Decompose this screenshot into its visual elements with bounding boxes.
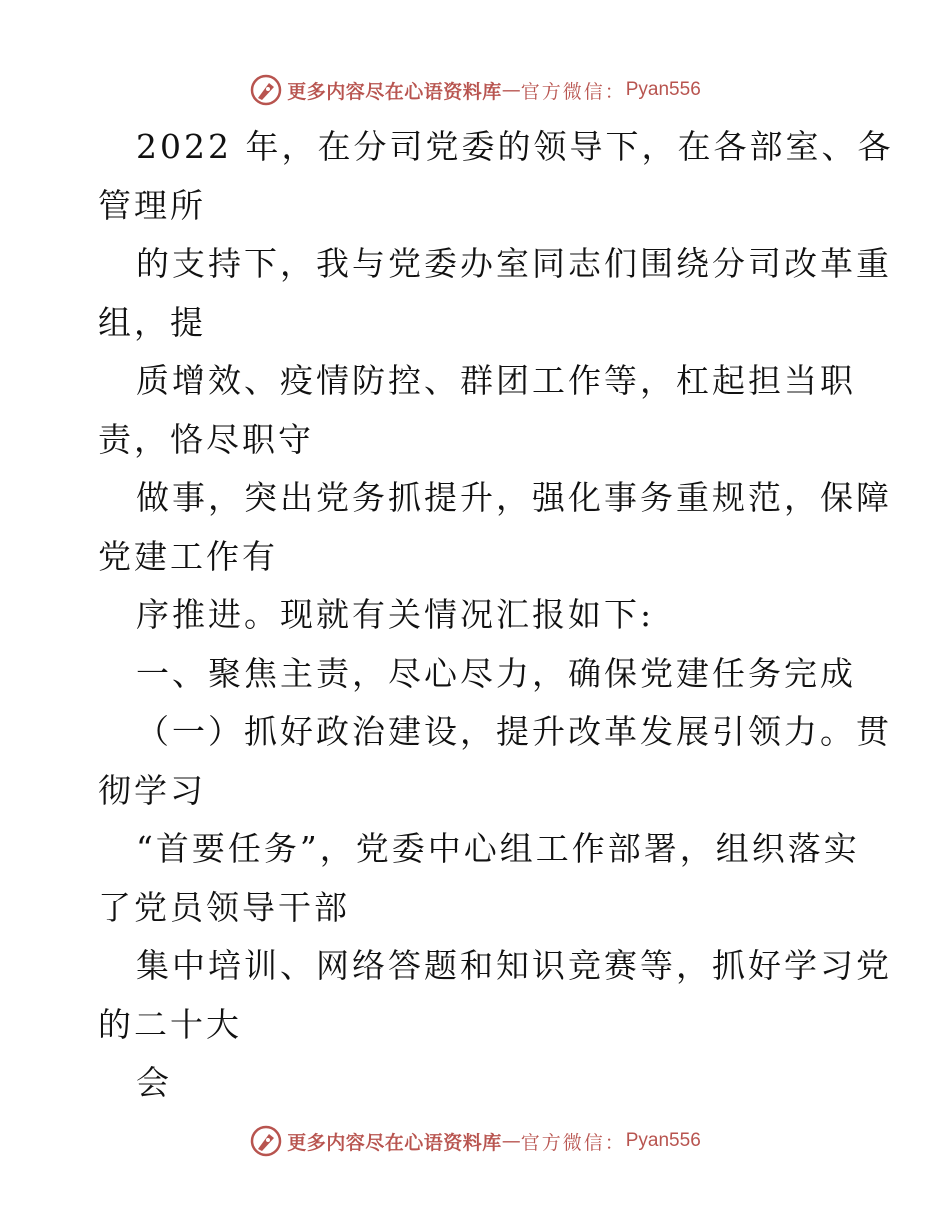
text-line: 管理所	[98, 185, 206, 225]
text-line: 的支持下，我与党委办室同志们围绕分司改革重	[136, 244, 892, 283]
text-line: 质增效、疫情防控、群团工作等，杠起担当职	[136, 361, 856, 400]
text-line: 党建工作有	[98, 536, 278, 576]
section-heading: 一、聚焦主责，尽心尽力，确保党建任务完成	[136, 653, 856, 693]
banner-dash: —	[501, 79, 521, 101]
text-line: 彻学习	[98, 770, 206, 810]
text-line: 的二十大	[98, 1004, 242, 1044]
text-line: “首要任务”，党委中心组工作部署，组织落实	[136, 829, 860, 868]
pen-nib-circle-icon	[249, 1124, 283, 1158]
text-line: 会	[136, 1063, 172, 1102]
text-line: 了党员领导干部	[98, 887, 350, 927]
banner-text: 更多内容尽在心语资料库	[287, 80, 502, 103]
pen-nib-circle-icon	[249, 73, 283, 107]
subsection-heading: （一）抓好政治建设，提升改革发展引领力。贯	[136, 712, 892, 751]
footer-banner	[0, 1121, 950, 1161]
banner-official-label: 官方微信：	[520, 80, 626, 103]
text-line: 做事，突出党务抓提升，强化事务重规范，保障	[136, 478, 892, 517]
text-line: 序推进。现就有关情况汇报如下:	[136, 595, 655, 634]
text-line: 集中培训、网络答题和知识竞赛等，抓好学习党	[136, 946, 892, 985]
document-body	[98, 118, 894, 1113]
banner-dash: —	[501, 1130, 521, 1152]
banner-text: 更多内容尽在心语资料库	[287, 1131, 502, 1154]
banner-wechat-id: Pyan556	[625, 79, 701, 100]
text-line: 2022 年，在分司党委的领导下，在各部室、各	[136, 127, 894, 166]
text-line: 组，提	[98, 302, 206, 342]
header-banner	[0, 70, 950, 110]
text-line: 责，恪尽职守	[98, 419, 314, 459]
banner-wechat-id: Pyan556	[625, 1130, 701, 1151]
banner-official-label: 官方微信：	[520, 1131, 626, 1154]
